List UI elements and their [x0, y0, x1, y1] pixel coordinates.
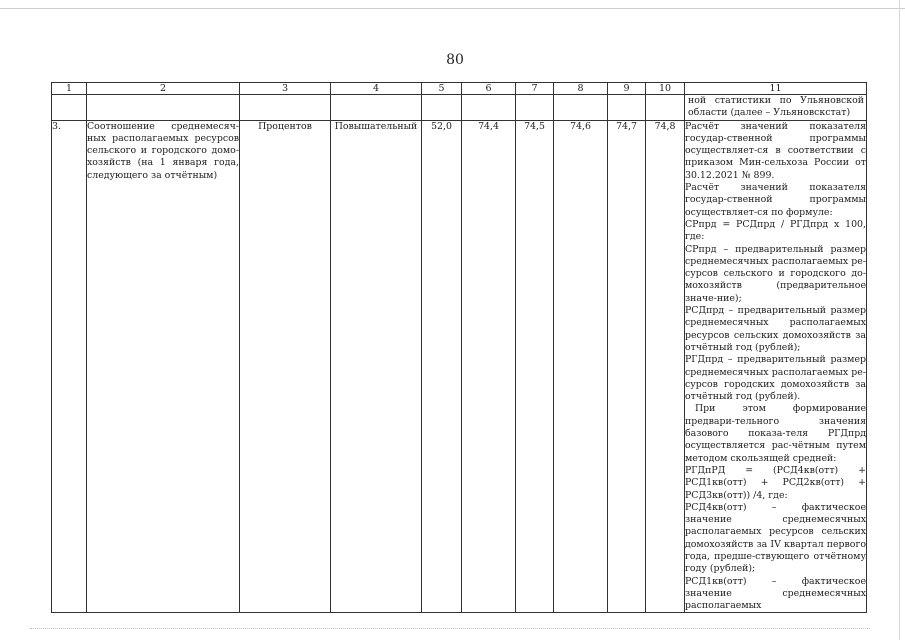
column-number: 5 — [422, 83, 462, 95]
indicator-row — [52, 120, 867, 613]
column-number: 7 — [516, 83, 554, 95]
methodology-paragraph: Расчёт значений показателя государ-ственной программы осуществляет-ся по формуле: — [685, 182, 866, 218]
column-number: 2 — [87, 83, 240, 95]
value-cell: 74,7 — [608, 120, 646, 613]
column-number: 1 — [52, 83, 87, 95]
continuation-text: ной статистики по Ульяновской области (далее – Ульяновскстат) — [685, 95, 867, 121]
column-number: 4 — [331, 83, 422, 95]
empty-cell — [422, 95, 462, 121]
value-cell: 52,0 — [422, 120, 462, 613]
column-number: 11 — [685, 83, 867, 95]
methodology-paragraph: СРпрд – предварительный размер среднемесячных располагаемых ре-сурсов сельского и городского до-мохозяйств (предварительное значе-ние); — [685, 243, 866, 304]
methodology-paragraph: РГДпрд – предварительный размер среднемесячных располагаемых ре-сурсов городских домохозяйств за отчётный год (рублей). — [685, 354, 866, 403]
methodology-cell — [685, 120, 867, 613]
methodology-paragraph: РСД4кв(отт) – фактическое значение среднемесячных располагаемых ресурсов сельских домохозяйств за IV квартал первого года, предше-ствующего отчётному году (рублей); — [685, 501, 866, 575]
column-number: 9 — [608, 83, 646, 95]
methodology-paragraph: РСД1кв(отт) – фактическое значение среднемесячных располагаемых — [685, 575, 866, 612]
methodology-paragraph: При этом формирование предвари-тельного значения базового показа-теля РГДпрд осуществляется рас-чётным путем методом скользящей средней: — [685, 403, 866, 464]
column-number-row — [52, 83, 867, 95]
column-number: 3 — [240, 83, 331, 95]
indicator-type: Повышательный — [331, 120, 422, 613]
value-cell: 74,8 — [646, 120, 685, 613]
formula-line: СРпрд = РСДпрд / РГДпрд х 100, где: — [685, 218, 866, 243]
column-number: 10 — [646, 83, 685, 95]
unit-of-measure: Процентов — [240, 120, 331, 613]
empty-cell — [554, 95, 608, 121]
empty-cell — [608, 95, 646, 121]
row-number: 3. — [52, 120, 87, 613]
scan-noise-line — [30, 628, 870, 630]
scan-edge-top — [0, 8, 905, 9]
empty-cell — [516, 95, 554, 121]
column-number: 6 — [462, 83, 516, 95]
empty-cell — [240, 95, 331, 121]
column-number: 8 — [554, 83, 608, 95]
indicator-name: Соотношение среднемесяч-ных располагаемых ресурсов сельского и городского домо-хозяйств (на 1 января года, следующего за отчётным) — [87, 120, 240, 613]
indicator-table — [51, 82, 867, 613]
value-cell: 74,6 — [554, 120, 608, 613]
formula-line: РГДпРД = (РСД4кв(отт) + РСД1кв(отт) + РСД2кв(отт) + РСД3кв(отт)) /4, где: — [685, 464, 866, 501]
methodology-paragraph: Расчёт значений показателя государ-ственной программы осуществляет-ся в соответствии с приказом Мин-сельхоза России от 30.12.2021 № 899. — [685, 120, 866, 181]
empty-cell — [87, 95, 240, 121]
methodology-paragraph: РСДпрд – предварительный размер среднемесячных располагаемых ресурсов сельских домохозяйств за отчётный год (рублей); — [685, 305, 866, 353]
value-cell: 74,4 — [462, 120, 516, 613]
scan-edge-right — [899, 0, 900, 640]
continuation-row — [52, 95, 867, 121]
empty-cell — [646, 95, 685, 121]
empty-cell — [52, 95, 87, 121]
page-number: 80 — [446, 52, 464, 68]
value-cell: 74,5 — [516, 120, 554, 613]
empty-cell — [331, 95, 422, 121]
empty-cell — [462, 95, 516, 121]
